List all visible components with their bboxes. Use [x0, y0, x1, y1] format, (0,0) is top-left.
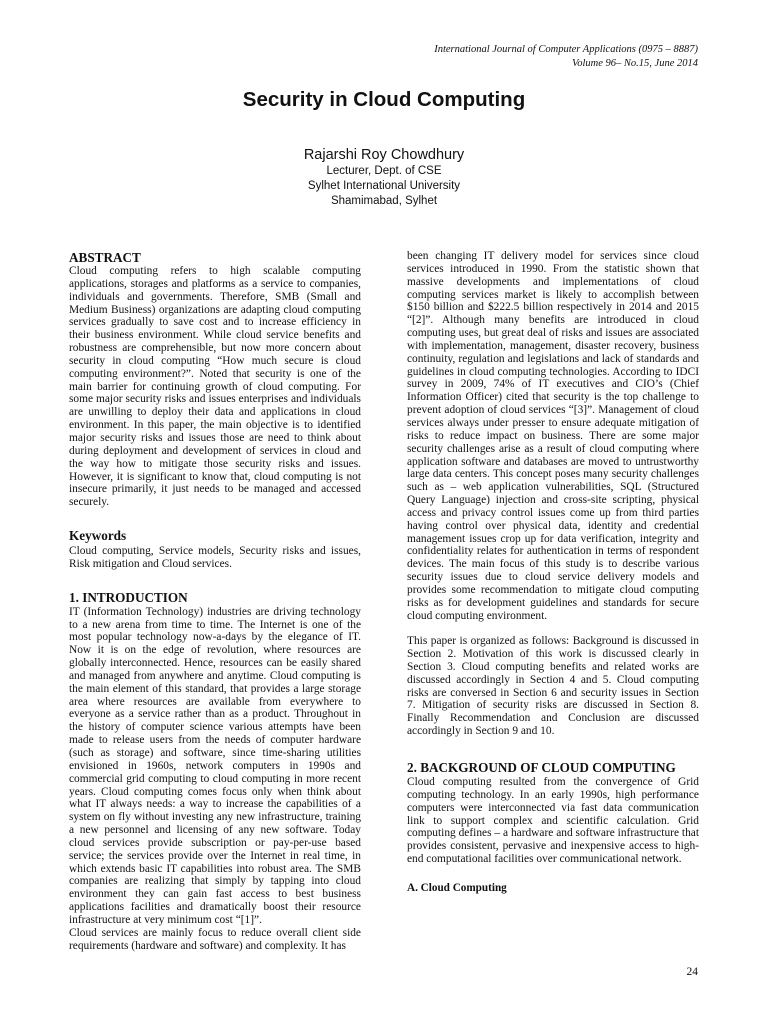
- keywords-text: Cloud computing, Service models, Security risks and issues, Risk mitigation and Cloud services.: [69, 545, 361, 570]
- journal-name: International Journal of Computer Applications (0975 – 8887): [434, 44, 698, 55]
- introduction-paragraph-1: IT (Information Technology) industries are driving technology to a new arena from time to time. The Internet is one of the most popular technology now-a-days by the elegance of IT. Now it is on the edge of revolution, where resources are globally interconnected. Hence, resources can be easily shared and managed from anywhere and anytime. Cloud computing is the main element of this standard, that provides a large storage area where resources are available from everywhere to everyone as a service rather than as a product. Throughout in the history of computer science various attempts have been made to release users from the needs of computer hardware (such as storage) and software, since time-sharing utilities envisioned in 1960s, network computers in 1990s and commercial grid computing to cloud computing in more recent years. Cloud computing comes focus only when think about what IT always needs: a way to increase the capabilities of a system on fly without investing any new infrastructure, training a new personnel and licensing of any new software. Today cloud services provide subscription or pay-per-use based service; the services provide over the Internet in real time, in which extends basic IT capabilities into robust area. The SMB companies are realizing that simply by tapping into cloud environment they can gain fast access to best business applications facilities and dramatically boost their resource infrastructure at very minimum cost “[1]”.: [69, 605, 361, 926]
- introduction-paragraph-2-cont: been changing IT delivery model for services since cloud services introduced in 1990. From the statistic shown that massive developments and implementations of cloud computing services market is likely to accomplish between $150 billion and $222.5 billion respectively in 2014 and 2015 “[2]”. Although many benefits are introduced in cloud computing uses, but great deal of risks and issues are associated with implementation, management, disaster recovery, business continuity, regulation and legislations and lack of standards and guidelines in cloud computing technologies. According to IDCI survey in 2009, 74% of IT executives and CIO’s (Chief Information Officer) cited that security is the top challenge to prevent adoption of cloud services “[3]”. Management of cloud services always under presser to ensure adequate mitigation of risks to reduce impact on business. There are some major security challenges arise as a result of cloud computing where application software and databases are moved to untrustworthy large data centers. This concept poses many security challenges such as – web application vulnerabilities, SQL (Structured Query Language) injection and cross-site scripting, physical access and privacy control issues come up from third parties having control over physical data, identity and credential management issues crop up for data verification, integrity and confidentiality relates for authentication in terms of respondent devices. The main focus of this study is to describe various security issues due to cloud service delivery models and provides some recommendation to mitigate cloud computing risks as for development guidelines and standards for secure cloud computing environment.: [407, 250, 699, 622]
- left-column: [69, 250, 361, 953]
- background-text: Cloud computing resulted from the convergence of Grid computing technology. In an early 1990s, high performance computers were interconnected via fast data communication link to support complex and scientific calculation. Grid computing defines – a hardware and software infrastructure that provides consistent, pervasive and inexpensive access to high-end computational facilities over communicational network.: [407, 776, 699, 866]
- abstract-text: Cloud computing refers to high scalable computing applications, storages and platforms as a service to companies, individuals and governments. Therefore, SMB (Small and Medium Business) organizations are adapting cloud computing services gradually to save cost and to increase efficiency in their business environment. While cloud service benefits and robustness are comprehensible, but now more concern about security in cloud computing “How much secure is cloud computing environment?”. Noted that security is one of the main barrier for continuing growth of cloud computing. For some major security risks and issues enterprises and individuals are unwilling to deploy their data and applications in cloud environment. In this paper, the main objective is to identified major security risks and issues those are need to think about during deployment and development of services in cloud and the way how to mitigate those security risks and issues. However, it is significant to know that, cloud computing is not insecure primarily, it just needs to be managed and accessed securely.: [69, 265, 361, 509]
- introduction-paragraph-3: This paper is organized as follows: Background is discussed in Section 2. Motivation of this work is discussed clearly in Section 3. Cloud computing benefits and related works are discussed accordingly in Section 4 and 5. Cloud computing risks are conversed in Section 6 and security issues in Section 7. Mitigation of security risks are discussed in Section 8. Finally Recommendation and Conclusion are discussed accordingly in Section 9 and 10.: [407, 635, 699, 738]
- journal-volume: Volume 96– No.15, June 2014: [572, 58, 698, 69]
- author-name: Rajarshi Roy Chowdhury: [303, 147, 465, 163]
- right-column: [407, 250, 699, 895]
- journal-header: [434, 43, 698, 71]
- introduction-paragraph-2-start: Cloud services are mainly focus to reduce overall client side requirements (hardware and software) and complexity. It has: [69, 926, 361, 952]
- cloud-computing-subheading: A. Cloud Computing: [407, 881, 507, 894]
- author-affiliation-1: Lecturer, Dept. of CSE: [326, 165, 442, 177]
- abstract-heading: ABSTRACT: [69, 250, 141, 265]
- author-affiliation-3: Shamimabad, Sylhet: [330, 195, 438, 207]
- keywords-heading: Keywords: [69, 528, 127, 544]
- author-block: [0, 146, 768, 209]
- background-heading: 2. BACKGROUND OF CLOUD COMPUTING: [407, 760, 676, 776]
- paper-title: Security in Cloud Computing: [242, 88, 526, 111]
- author-affiliation-2: Sylhet International University: [307, 180, 461, 192]
- page-number: 24: [686, 966, 698, 978]
- introduction-heading: 1. INTRODUCTION: [69, 589, 188, 605]
